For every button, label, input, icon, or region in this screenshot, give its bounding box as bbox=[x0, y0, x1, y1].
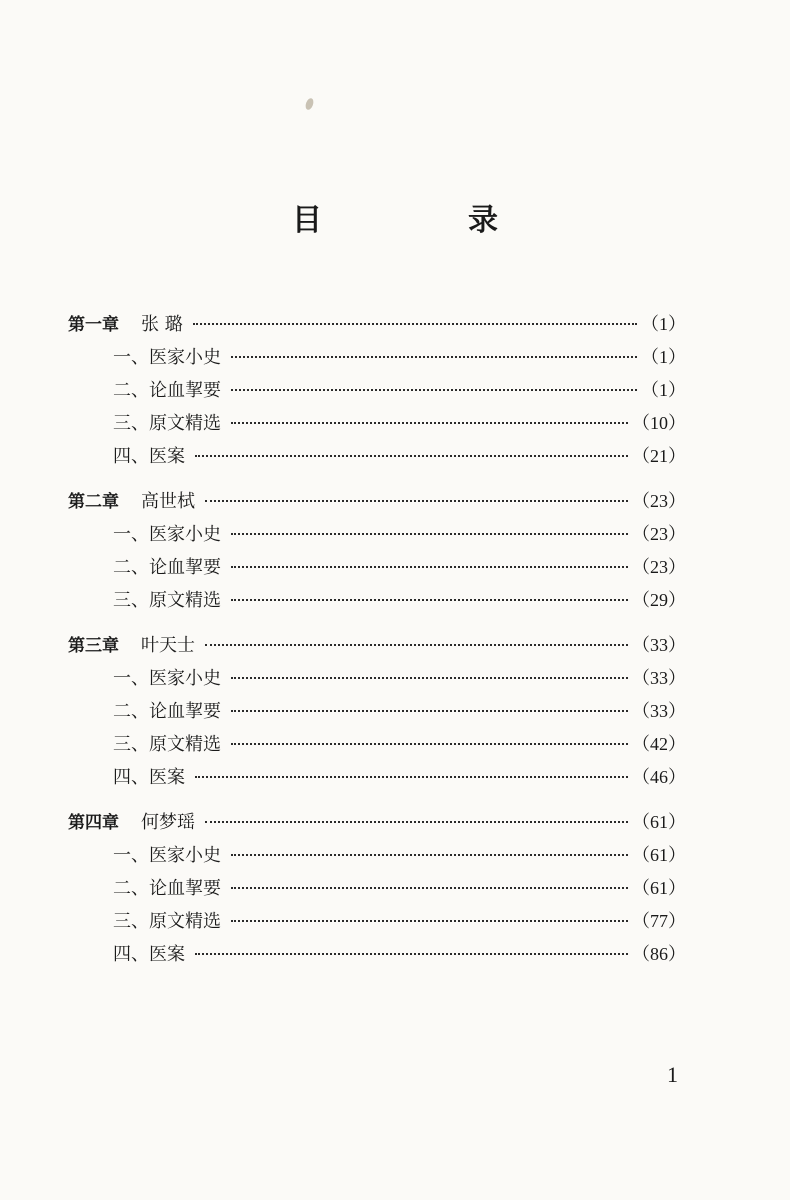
chapter-number: 第一章 bbox=[68, 315, 119, 335]
dot-leader bbox=[205, 500, 628, 502]
dot-leader bbox=[231, 677, 628, 679]
section-row[interactable] bbox=[68, 341, 686, 374]
section-page: （23） bbox=[632, 557, 686, 577]
section-row[interactable] bbox=[68, 905, 686, 938]
section-page: （21） bbox=[632, 446, 686, 466]
dot-leader bbox=[231, 887, 628, 889]
dot-leader bbox=[195, 455, 628, 457]
chapter-number: 第二章 bbox=[68, 492, 119, 512]
section-label: 三、原文精选 bbox=[113, 734, 221, 755]
section-row[interactable] bbox=[68, 938, 686, 971]
section-row[interactable] bbox=[68, 551, 686, 584]
chapter-heading-row[interactable] bbox=[68, 806, 686, 839]
chapter-page: （33） bbox=[632, 635, 686, 655]
chapter-heading-row[interactable] bbox=[68, 629, 686, 662]
section-page: （86） bbox=[632, 944, 686, 964]
section-row[interactable] bbox=[68, 872, 686, 905]
section-label: 四、医案 bbox=[113, 767, 185, 788]
chapter-page: （1） bbox=[641, 314, 686, 334]
page-title: 目 录 bbox=[292, 203, 556, 238]
chapter-page: （23） bbox=[632, 491, 686, 511]
dot-leader bbox=[231, 422, 628, 424]
chapter-heading-row[interactable] bbox=[68, 308, 686, 341]
section-label: 三、原文精选 bbox=[113, 911, 221, 932]
table-of-contents bbox=[68, 308, 686, 983]
ink-smudge bbox=[304, 97, 315, 111]
chapter-name: 叶天士 bbox=[141, 635, 195, 656]
dot-leader bbox=[231, 389, 637, 391]
chapter-name: 张 璐 bbox=[141, 314, 183, 335]
chapter-name: 何梦瑶 bbox=[141, 812, 195, 833]
dot-leader bbox=[231, 566, 628, 568]
chapter-name: 高世栻 bbox=[141, 491, 195, 512]
section-label: 三、原文精选 bbox=[113, 590, 221, 611]
section-page: （33） bbox=[632, 701, 686, 721]
section-page: （1） bbox=[641, 347, 686, 367]
section-row[interactable] bbox=[68, 518, 686, 551]
section-label: 三、原文精选 bbox=[113, 413, 221, 434]
section-page: （61） bbox=[632, 845, 686, 865]
section-row[interactable] bbox=[68, 695, 686, 728]
page-number: 1 bbox=[667, 1062, 678, 1087]
section-label: 二、论血挈要 bbox=[113, 701, 221, 722]
dot-leader bbox=[205, 821, 628, 823]
section-row[interactable] bbox=[68, 761, 686, 794]
dot-leader bbox=[231, 710, 628, 712]
chapter-block bbox=[68, 806, 686, 971]
dot-leader bbox=[231, 920, 628, 922]
section-label: 二、论血挈要 bbox=[113, 557, 221, 578]
section-label: 一、医家小史 bbox=[113, 845, 221, 866]
dot-leader bbox=[193, 323, 637, 325]
chapter-number: 第四章 bbox=[68, 813, 119, 833]
section-page: （23） bbox=[632, 524, 686, 544]
section-label: 一、医家小史 bbox=[113, 347, 221, 368]
chapter-block bbox=[68, 629, 686, 794]
dot-leader bbox=[231, 854, 628, 856]
section-page: （10） bbox=[632, 413, 686, 433]
section-page: （42） bbox=[632, 734, 686, 754]
section-page: （77） bbox=[632, 911, 686, 931]
section-page: （1） bbox=[641, 380, 686, 400]
section-label: 一、医家小史 bbox=[113, 668, 221, 689]
section-page: （29） bbox=[632, 590, 686, 610]
section-label: 二、论血挈要 bbox=[113, 878, 221, 899]
dot-leader bbox=[195, 776, 628, 778]
section-label: 二、论血挈要 bbox=[113, 380, 221, 401]
section-row[interactable] bbox=[68, 584, 686, 617]
section-page: （46） bbox=[632, 767, 686, 787]
chapter-block bbox=[68, 485, 686, 617]
section-row[interactable] bbox=[68, 728, 686, 761]
dot-leader bbox=[231, 599, 628, 601]
chapter-number: 第三章 bbox=[68, 636, 119, 656]
chapter-heading-row[interactable] bbox=[68, 485, 686, 518]
section-page: （33） bbox=[632, 668, 686, 688]
section-label: 四、医案 bbox=[113, 446, 185, 467]
dot-leader bbox=[195, 953, 628, 955]
section-row[interactable] bbox=[68, 839, 686, 872]
section-label: 四、医案 bbox=[113, 944, 185, 965]
section-row[interactable] bbox=[68, 662, 686, 695]
section-row[interactable] bbox=[68, 407, 686, 440]
dot-leader bbox=[205, 644, 628, 646]
chapter-block bbox=[68, 308, 686, 473]
section-row[interactable] bbox=[68, 374, 686, 407]
section-row[interactable] bbox=[68, 440, 686, 473]
dot-leader bbox=[231, 533, 628, 535]
section-page: （61） bbox=[632, 878, 686, 898]
dot-leader bbox=[231, 743, 628, 745]
chapter-page: （61） bbox=[632, 812, 686, 832]
dot-leader bbox=[231, 356, 637, 358]
section-label: 一、医家小史 bbox=[113, 524, 221, 545]
